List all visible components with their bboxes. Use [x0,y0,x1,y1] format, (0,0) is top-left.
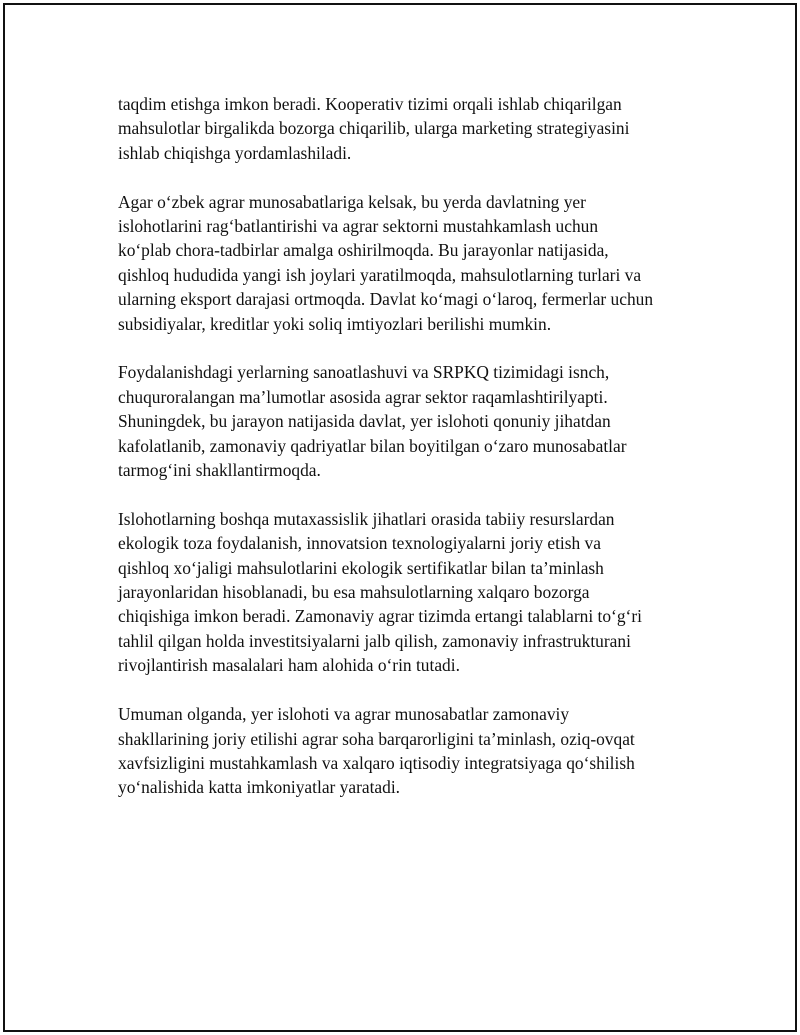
text-line: jarayonlaridan hisoblanadi, bu esa mahsulotlarning xalqaro bozorga [118,582,590,603]
paragraph-5 [118,702,698,800]
text-line: Foydalanishdagi yerlarning sanoatlashuvi va SRPKQ tizimidagi isnch, [118,362,610,383]
text-line: Islohotlarning boshqa mutaxassislik jihatlari orasida tabiiy resurslardan [118,508,615,529]
text-line: chiqishiga imkon beradi. Zamonaviy agrar tizimda ertangi talablarni to‘g‘ri [118,606,642,627]
paragraph-3 [118,360,698,482]
text-line: ko‘plab chora-tadbirlar amalga oshirilmoqda. Bu jarayonlar natijasida, [118,240,609,261]
text-line: yo‘nalishida katta imkoniyatlar yaratadi. [118,777,401,798]
text-line: Agar o‘zbek agrar munosabatlariga kelsak, bu yerda davlatning yer [118,191,586,212]
text-line: tarmog‘ini shakllantirmoqda. [118,460,321,481]
text-line: kafolatlanib, zamonaviy qadriyatlar bilan boyitilgan o‘zaro munosabatlar [118,435,627,456]
text-line: mahsulotlar birgalikda bozorga chiqarilib, ularga marketing strategiyasini [118,118,630,139]
text-line: Umuman olganda, yer islohoti va agrar munosabatlar zamonaviy [118,704,570,725]
paragraph-1 [118,92,698,165]
text-line: rivojlantirish masalalari ham alohida o‘rin tutadi. [118,655,460,676]
text-line: qishloq xo‘jaligi mahsulotlarini ekologik sertifikatlar bilan ta’minlash [118,557,604,578]
text-line: ekologik toza foydalanish, innovatsion texnologiyalarni joriy etish va [118,533,601,554]
text-line: ularning eksport darajasi ortmoqda. Davlat ko‘magi o‘laroq, fermerlar uchun [118,289,654,310]
text-line: subsidiyalar, kreditlar yoki soliq imtiyozlari berilishi mumkin. [118,313,552,334]
text-line: Shuningdek, bu jarayon natijasida davlat, yer islohoti qonuniy jihatdan [118,411,611,432]
paragraph-4 [118,507,698,678]
paragraph-2 [118,190,698,336]
document-body [118,92,698,824]
text-line: shakllarining joriy etilishi agrar soha barqarorligini ta’minlash, oziq-ovqat [118,728,635,749]
text-line: ishlab chiqishga yordamlashiladi. [118,142,352,163]
text-line: chuquroralangan ma’lumotlar asosida agrar sektor raqamlashtirilyapti. [118,386,608,407]
text-line: xavfsizligini mustahkamlash va xalqaro iqtisodiy integratsiyaga qo‘shilish [118,752,635,773]
text-line: tahlil qilgan holda investitsiyalarni jalb qilish, zamonaviy infrastrukturani [118,630,631,651]
text-line: islohotlarini rag‘batlantirishi va agrar sektorni mustahkamlash uchun [118,216,599,237]
text-line: qishloq hududida yangi ish joylari yaratilmoqda, mahsulotlarning turlari va [118,264,642,285]
text-line: taqdim etishga imkon beradi. Kooperativ tizimi orqali ishlab chiqarilgan [118,94,622,114]
